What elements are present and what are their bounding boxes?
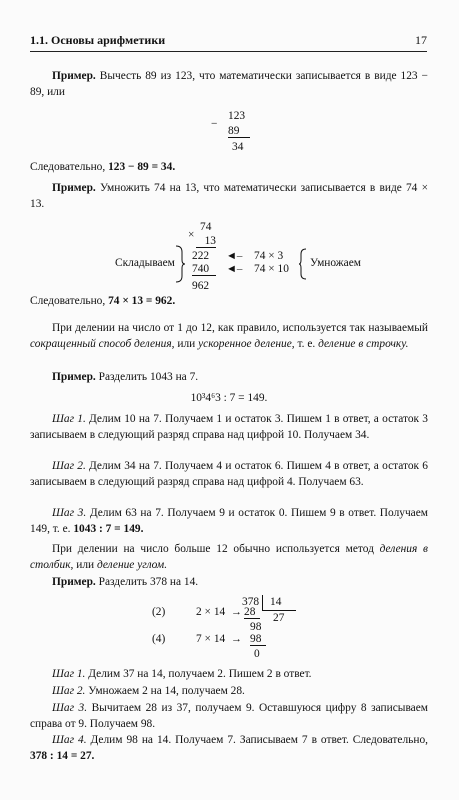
- long-division-step-3: [30, 701, 428, 732]
- arrow-left-icon: ◄–: [226, 263, 243, 275]
- remainder: 0: [254, 648, 260, 660]
- multiplier: 13: [196, 235, 216, 248]
- step-label: Шаг 3.: [52, 702, 88, 714]
- step-text: Делим 98 на 14. Получаем 7. Записываем 7 в ответ. Следовательно,: [86, 734, 428, 746]
- dividend: 378: [242, 596, 260, 608]
- conclusion-prefix: Следовательно,: [30, 161, 109, 173]
- short-division-step-1: [30, 412, 428, 443]
- long-division-step-2: [30, 684, 428, 700]
- short-division-expression: 10³4⁶3 : 7 = 149.: [190, 392, 268, 404]
- conclusion-result: 123 − 89 = 34.: [108, 161, 176, 173]
- conclusion-prefix: Следовательно,: [30, 295, 109, 307]
- step-result: 1043 : 7 = 149.: [73, 522, 144, 535]
- step-label: Шаг 3.: [52, 507, 87, 519]
- example-multiply-text: [30, 181, 428, 212]
- example-label: Пример.: [52, 70, 96, 82]
- example-text: Вычесть 89 из 123, что математически записывается в виде 123 − 89, или: [30, 70, 428, 98]
- section-title: 1.1. Основы арифметики: [30, 33, 166, 47]
- conclusion-result: 74 × 13 = 962.: [108, 295, 176, 307]
- intro-term: ускоренное деление,: [198, 337, 295, 350]
- row-tag: (4): [152, 633, 166, 645]
- short-division-step-2: [30, 459, 428, 490]
- subtract-conclusion: [30, 160, 428, 176]
- arrow-right-icon: →: [231, 606, 242, 618]
- step-text: Делим 37 на 14, получаем 2. Пишем 2 в ответ.: [85, 668, 312, 680]
- example-text: Разделить 1043 на 7.: [95, 371, 199, 383]
- long-division-step-4: [30, 733, 428, 764]
- example-subtract-text: [30, 69, 428, 100]
- row-product: 28: [244, 606, 260, 619]
- step-text: Делим 63 на 7. Получаем 9 и остаток 0. Пишем 9 в ответ. Получаем 149, т. е.: [30, 507, 428, 535]
- division-bar-vertical: [262, 595, 263, 611]
- intro-text: или: [174, 337, 199, 350]
- division-bar-horizontal: [262, 610, 296, 611]
- partial-note-1: 74 × 3: [254, 250, 284, 262]
- example-text: Умножить 74 на 13, что математически записывается в виде 74 × 13.: [30, 182, 428, 210]
- intro-term: деление углом.: [96, 558, 168, 571]
- step-text: Делим 10 на 7. Получаем 1 и остаток 3. Пишем 1 в ответ, а остаток 3 записываем в следующий разряд справа над цифрой 10. Получаем 34.: [30, 413, 428, 441]
- short-division-step-3: [30, 506, 428, 537]
- example-short-division-text: [30, 370, 428, 386]
- long-division-step-1: [30, 667, 428, 683]
- example-long-division-text: [30, 575, 428, 591]
- row-product: 98: [250, 633, 266, 646]
- step-label: Шаг 2.: [52, 685, 86, 697]
- intro-term: сокращенный способ деления,: [30, 337, 175, 350]
- long-division-intro: [30, 542, 428, 573]
- step-result: 378 : 14 = 27.: [30, 749, 95, 762]
- difference: 34: [232, 141, 244, 153]
- add-label: Складываем: [115, 257, 175, 269]
- step-text: Вычитаем 28 из 37, получаем 9. Оставшуюся цифру 8 записываем справа от 9. Получаем 98.: [30, 702, 428, 730]
- row-expression: 7 × 14: [196, 633, 226, 645]
- example-label: Пример.: [52, 182, 96, 194]
- left-brace-icon: [174, 244, 186, 284]
- divisor: 14: [270, 596, 282, 608]
- intro-term: деление в строчку.: [318, 337, 409, 350]
- multiply-label: Умножаем: [310, 257, 361, 269]
- step-label: Шаг 1.: [52, 668, 86, 680]
- intermediate-value: 98: [250, 621, 262, 633]
- partial-product-1: 222: [192, 250, 210, 262]
- intro-text: При делении на число от 1 до 12, как правило, используется так называемый: [52, 322, 428, 334]
- multiply-conclusion: [30, 294, 428, 310]
- example-label: Пример.: [52, 371, 96, 383]
- quotient: 27: [273, 612, 285, 624]
- page-number: 17: [415, 33, 427, 47]
- step-label: Шаг 4.: [52, 734, 87, 746]
- step-text: Делим 34 на 7. Получаем 4 и остаток 6. Пишем 4 в ответ, а остаток 6 записываем в следующий разряд справа над цифрой 4. Получаем 63.: [30, 460, 428, 488]
- subtrahend: 89: [228, 125, 250, 138]
- right-brace-icon: [298, 247, 308, 281]
- row-tag: (2): [152, 606, 166, 618]
- multiplicand: 74: [200, 221, 212, 233]
- arrow-right-icon: →: [231, 633, 242, 645]
- intro-text: При делении на число больше 12 обычно используется метод: [52, 543, 380, 555]
- header-rule: [30, 51, 427, 52]
- minuend: 123: [228, 110, 246, 122]
- product: 962: [192, 280, 210, 292]
- intro-text: т. е.: [294, 337, 319, 350]
- times-sign: ×: [188, 229, 195, 241]
- intro-term: деления в столбик,: [30, 543, 429, 571]
- row-expression: 2 × 14: [196, 606, 226, 618]
- step-label: Шаг 1.: [52, 413, 86, 425]
- example-text: Разделить 378 на 14.: [95, 576, 199, 588]
- intro-text: или: [73, 558, 97, 571]
- minus-sign: −: [211, 118, 218, 130]
- step-label: Шаг 2.: [52, 460, 86, 472]
- example-label: Пример.: [52, 576, 96, 588]
- partial-product-2: 740: [192, 263, 216, 276]
- short-division-intro: [30, 321, 428, 352]
- partial-note-2: 74 × 10: [254, 263, 289, 275]
- arrow-left-icon: ◄–: [226, 250, 243, 262]
- step-text: Умножаем 2 на 14, получаем 28.: [85, 685, 245, 697]
